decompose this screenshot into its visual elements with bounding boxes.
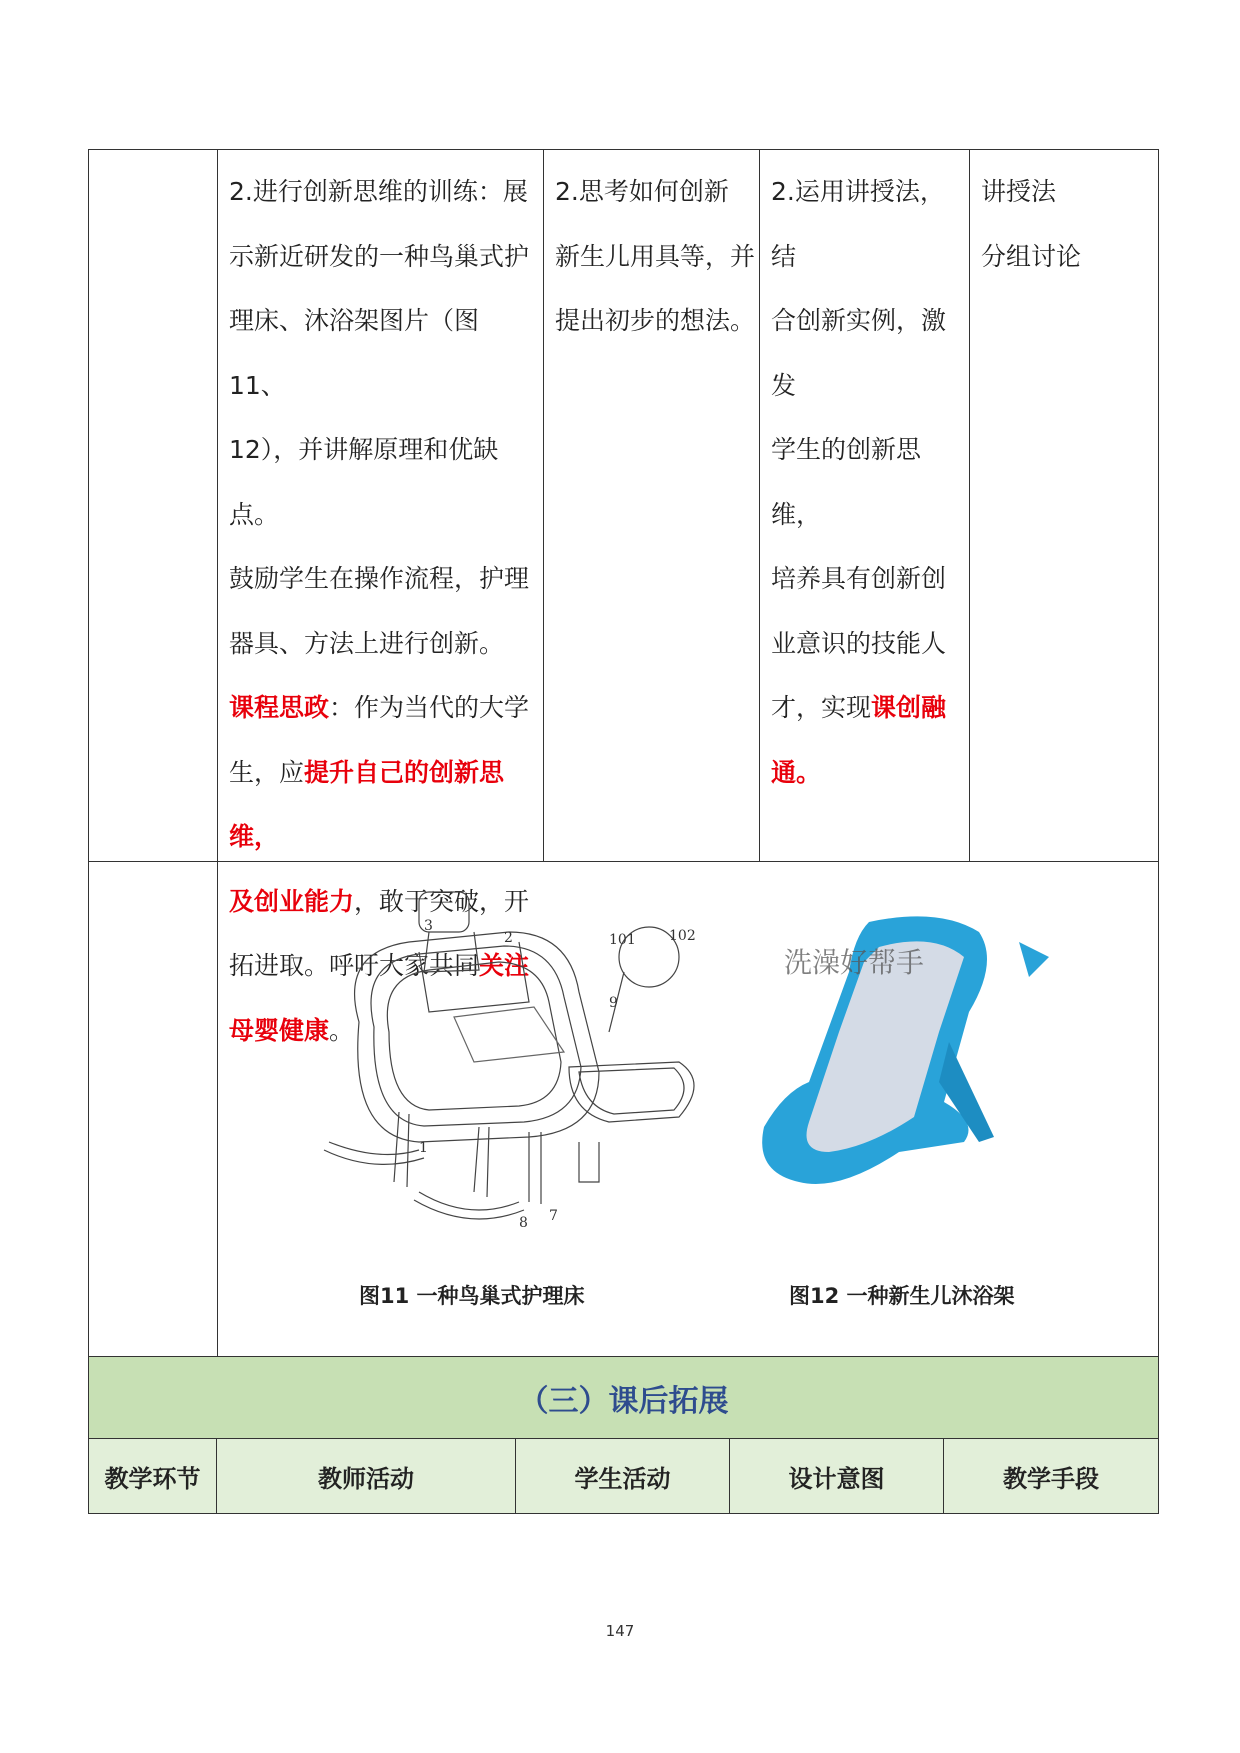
text-line bbox=[229, 741, 539, 870]
highlight-text: 通 bbox=[771, 757, 797, 787]
column-divider bbox=[217, 862, 218, 1356]
part-label: 102 bbox=[669, 928, 696, 944]
column-divider bbox=[217, 150, 218, 861]
text-line: 12），并讲解原理和优缺点。 bbox=[229, 435, 499, 529]
section-title: （三）课后拓展 bbox=[88, 1357, 1159, 1439]
text-line: 理床、沐浴架图片（图 11、 bbox=[229, 306, 480, 400]
column-header-row bbox=[88, 1439, 1159, 1514]
newborn-bath-rack-figure bbox=[729, 902, 1059, 1202]
part-label: 7 bbox=[549, 1208, 558, 1224]
text-span: 才，实现 bbox=[771, 693, 872, 722]
text-line bbox=[229, 676, 539, 741]
highlight-text: 及创业能力 bbox=[229, 886, 355, 916]
text-line: 2.进行创新思维的训练：展 bbox=[229, 177, 528, 206]
part-label: 8 bbox=[519, 1215, 528, 1231]
text-line: 2.运用讲授法，结 bbox=[771, 177, 945, 271]
part-label: 101 bbox=[609, 932, 636, 948]
watermark-text: 洗澡好帮手 bbox=[784, 946, 925, 979]
part-label: 2 bbox=[504, 930, 513, 946]
design-intent-cell bbox=[771, 160, 967, 805]
text-line bbox=[771, 741, 967, 806]
text-line: 器具、方法上进行创新。 bbox=[229, 628, 505, 658]
ideology-label: 课程思政 bbox=[229, 693, 330, 722]
highlight-text: 提升自己的创新思维， bbox=[229, 757, 505, 851]
page-number: 147 bbox=[605, 1622, 635, 1640]
figure-11-caption: 图11 一种鸟巢式护理床 bbox=[359, 1284, 585, 1308]
column-divider bbox=[543, 150, 544, 861]
part-label: 1 bbox=[419, 1140, 428, 1156]
figures-row bbox=[88, 861, 1159, 1357]
text-line: 2.思考如何创新 bbox=[555, 177, 729, 206]
lesson-plan-table bbox=[88, 149, 1159, 1514]
nest-nursing-bed-figure bbox=[279, 882, 779, 1252]
text-span: ：作为当代的大学 bbox=[329, 693, 530, 722]
text-line: 培养具有创新创 bbox=[771, 564, 947, 593]
student-activity-cell bbox=[555, 160, 760, 354]
text-span: 拓进取。呼吁大家共同 bbox=[229, 951, 480, 980]
text-line: 分组讨论 bbox=[981, 241, 1082, 271]
text-line: 示新近研发的一种鸟巢式护 bbox=[229, 241, 530, 271]
highlight-text: 关注 bbox=[479, 951, 530, 980]
text-line: 讲授法 bbox=[981, 177, 1057, 206]
text-line: 学生的创新思维， bbox=[771, 435, 922, 529]
header-teaching-stage: 教学环节 bbox=[89, 1439, 217, 1513]
highlight-text: 课创融 bbox=[871, 693, 947, 722]
highlight-text: 母婴健康 bbox=[229, 1015, 330, 1045]
text-span: 生，应 bbox=[229, 757, 305, 787]
header-design-intent: 设计意图 bbox=[730, 1439, 944, 1513]
text-span: 。 bbox=[796, 757, 822, 787]
column-divider bbox=[969, 150, 970, 861]
figure-12-caption: 图12 一种新生儿沐浴架 bbox=[789, 1284, 1015, 1308]
header-teaching-method: 教学手段 bbox=[1003, 1464, 1099, 1493]
text-line bbox=[771, 676, 967, 741]
text-line: 鼓励学生在操作流程，护理 bbox=[229, 564, 530, 593]
header-student-activity: 学生活动 bbox=[516, 1439, 730, 1513]
text-line: 业意识的技能人 bbox=[771, 628, 947, 658]
teaching-method-cell bbox=[981, 160, 1156, 289]
text-line: 合创新实例，激发 bbox=[771, 306, 947, 400]
text-span: ，敢于突破，开 bbox=[354, 886, 530, 916]
part-label: 9 bbox=[609, 995, 618, 1011]
part-label: 3 bbox=[424, 918, 433, 934]
text-line: 新生儿用具等，并 bbox=[555, 241, 756, 271]
text-span: 。 bbox=[329, 1015, 355, 1045]
header-teacher-activity: 教师活动 bbox=[217, 1439, 516, 1513]
text-line: 提出初步的想法。 bbox=[555, 306, 756, 335]
